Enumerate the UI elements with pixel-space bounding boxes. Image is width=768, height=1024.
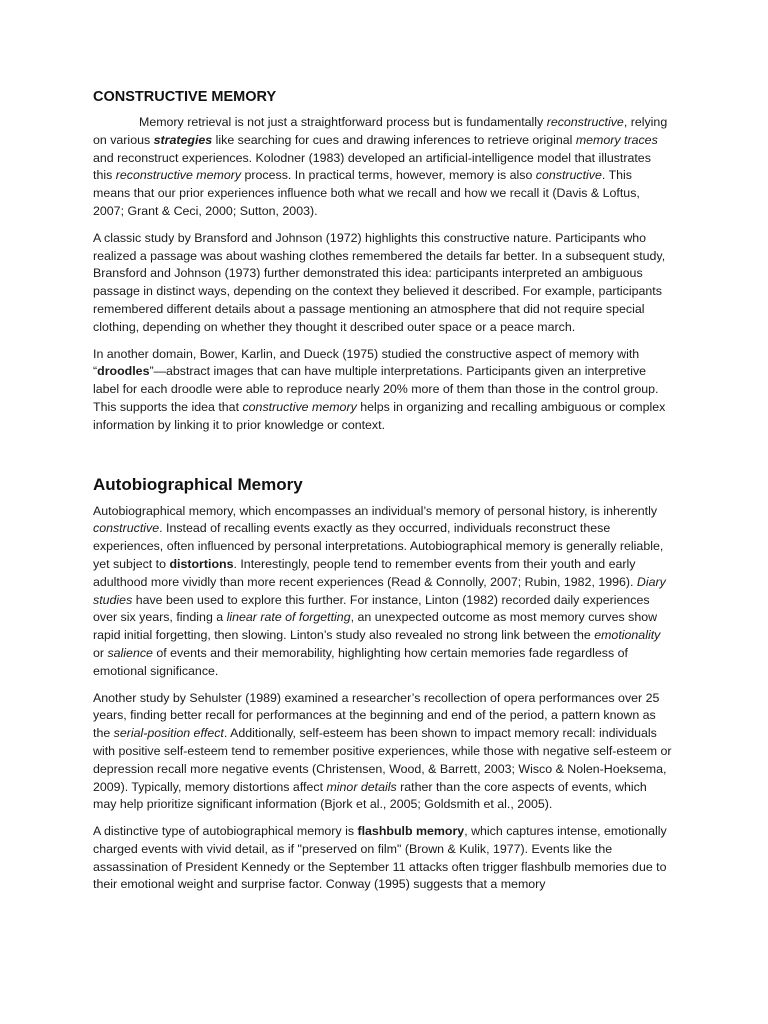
text-run: helps in organizing and recalling ambiguous or complex information by linking it to prior knowledge or context. <box>93 399 666 432</box>
paragraph-sehulster <box>93 690 672 815</box>
italic-term: serial-position effect <box>113 726 224 741</box>
italic-term: salience <box>107 645 153 660</box>
text-run: like searching for cues and drawing inferences to retrieve original <box>212 132 576 147</box>
text-run: , which captures intense, emotionally charged events with vivid detail, as if "preserved on film" (Brown & Kulik, 1977). Events like the assassination of President Kennedy or the September 11 attacks often trigger flashbulb memories due to their emotional weight and surprise factor. Conway (1995) suggests that a memory <box>93 824 667 892</box>
text-run: . Instead of recalling events exactly as they occurred, individuals reconstruct these experiences, often influenced by personal interpretations. Autobiographical memory is generally reliable, yet subject to <box>93 521 664 571</box>
paragraph-bransford-johnson <box>93 230 672 337</box>
bold-term: droodles <box>97 364 150 379</box>
text-run: and reconstruct experiences. Kolodner (1983) developed an artificial-intelligence model that illustrates this <box>93 150 651 183</box>
italic-term: Diary studies <box>93 574 666 607</box>
italic-term: memory traces <box>575 132 658 147</box>
text-run: Autobiographical memory, which encompasses an individual’s memory of personal history, is inherently <box>93 503 658 518</box>
text-run: Another study by Sehulster (1989) examined a researcher’s recollection of opera performances over 25 years, finding better recall for performances at the beginning and end of the period, a pattern known as the <box>93 690 660 741</box>
text-run: rather than the core aspects of events, which may help prioritize significant information (Bjork et al., 2005; Goldsmith et al., 2005). <box>93 779 647 812</box>
section-title-constructive-memory: CONSTRUCTIVE MEMORY <box>93 89 277 105</box>
italic-term: constructive <box>93 521 160 536</box>
bold-term: distortions <box>169 556 234 571</box>
italic-term: minor details <box>326 779 397 794</box>
text-run: Memory retrieval is not just a straightforward process but is fundamentally <box>139 115 547 129</box>
paragraph-autobiographical-intro <box>93 503 672 681</box>
italic-term: reconstructive memory <box>115 168 242 183</box>
bold-term: flashbulb memory <box>357 824 465 839</box>
text-run: or <box>93 645 108 660</box>
text-run: . Additionally, self-esteem has been shown to impact memory recall: individuals with positive self-esteem tend to remember positive experiences, while those with negative self-esteem or depression recall more negative events (Christensen, Wood, & Barrett, 2003; Wisco & Nolen-Hoeksema, 2009). Typically, memory distortions affect <box>93 726 672 794</box>
text-run: process. In practical terms, however, memory is also <box>241 168 536 183</box>
italic-term: linear rate of forgetting <box>226 610 351 625</box>
paragraph-flashbulb <box>93 823 672 894</box>
text-run: . This means that our prior experiences influence both what we recall and how we recall it (Davis & Loftus, 2007; Grant & Ceci, 2000; Sutton, 2003). <box>93 168 640 218</box>
text-run: A distinctive type of autobiographical memory is <box>93 824 358 839</box>
text-run: A classic study by Bransford and Johnson (1972) highlights this constructive nature. Participants who realized a passage was about washing clothes remembered the details far better. In a subsequent study, Bransford and Johnson (1973) further demonstrated this idea: participants interpreted an ambiguous passage in distinct ways, depending on the context they believed it described. For example, participants remembered different details about a passage mentioning an atmosphere that did not require special clothing, depending on whether they thought it described outer space or a peace march. <box>93 230 666 334</box>
text-run: . Interestingly, people tend to remember events from their youth and early adulthood more vividly than more recent experiences (Read & Connolly, 2007; Rubin, 1982, 1996). <box>93 556 637 589</box>
paragraph-droodles <box>93 346 672 435</box>
italic-term: reconstructive <box>546 115 624 129</box>
text-run: ”—abstract images that can have multiple interpretations. Participants given an interpretive label for each droodle were able to reproduce nearly 20% more of them than those in the control group. This supports the idea that <box>93 364 659 414</box>
text-run: , relying on various <box>93 115 668 147</box>
paragraph-reconstructive <box>93 114 672 221</box>
section-title-autobiographical-memory: Autobiographical Memory <box>93 474 303 494</box>
text-run: , an unexpected outcome as most memory curves show rapid initial forgetting, then slowing. Linton’s study also revealed no strong link between the <box>93 610 658 643</box>
italic-term: constructive memory <box>242 399 357 414</box>
text-run: In another domain, Bower, Karlin, and Dueck (1975) studied the constructive aspect of memory with “ <box>93 346 640 379</box>
bold-italic-term: strategies <box>153 132 213 147</box>
italic-term: constructive <box>535 168 602 183</box>
text-run: of events and their memorability, highlighting how certain memories fade regardless of emotional significance. <box>93 645 628 678</box>
italic-term: emotionality <box>594 628 661 643</box>
text-run: have been used to explore this further. For instance, Linton (1982) recorded daily experiences over six years, finding a <box>93 592 650 625</box>
